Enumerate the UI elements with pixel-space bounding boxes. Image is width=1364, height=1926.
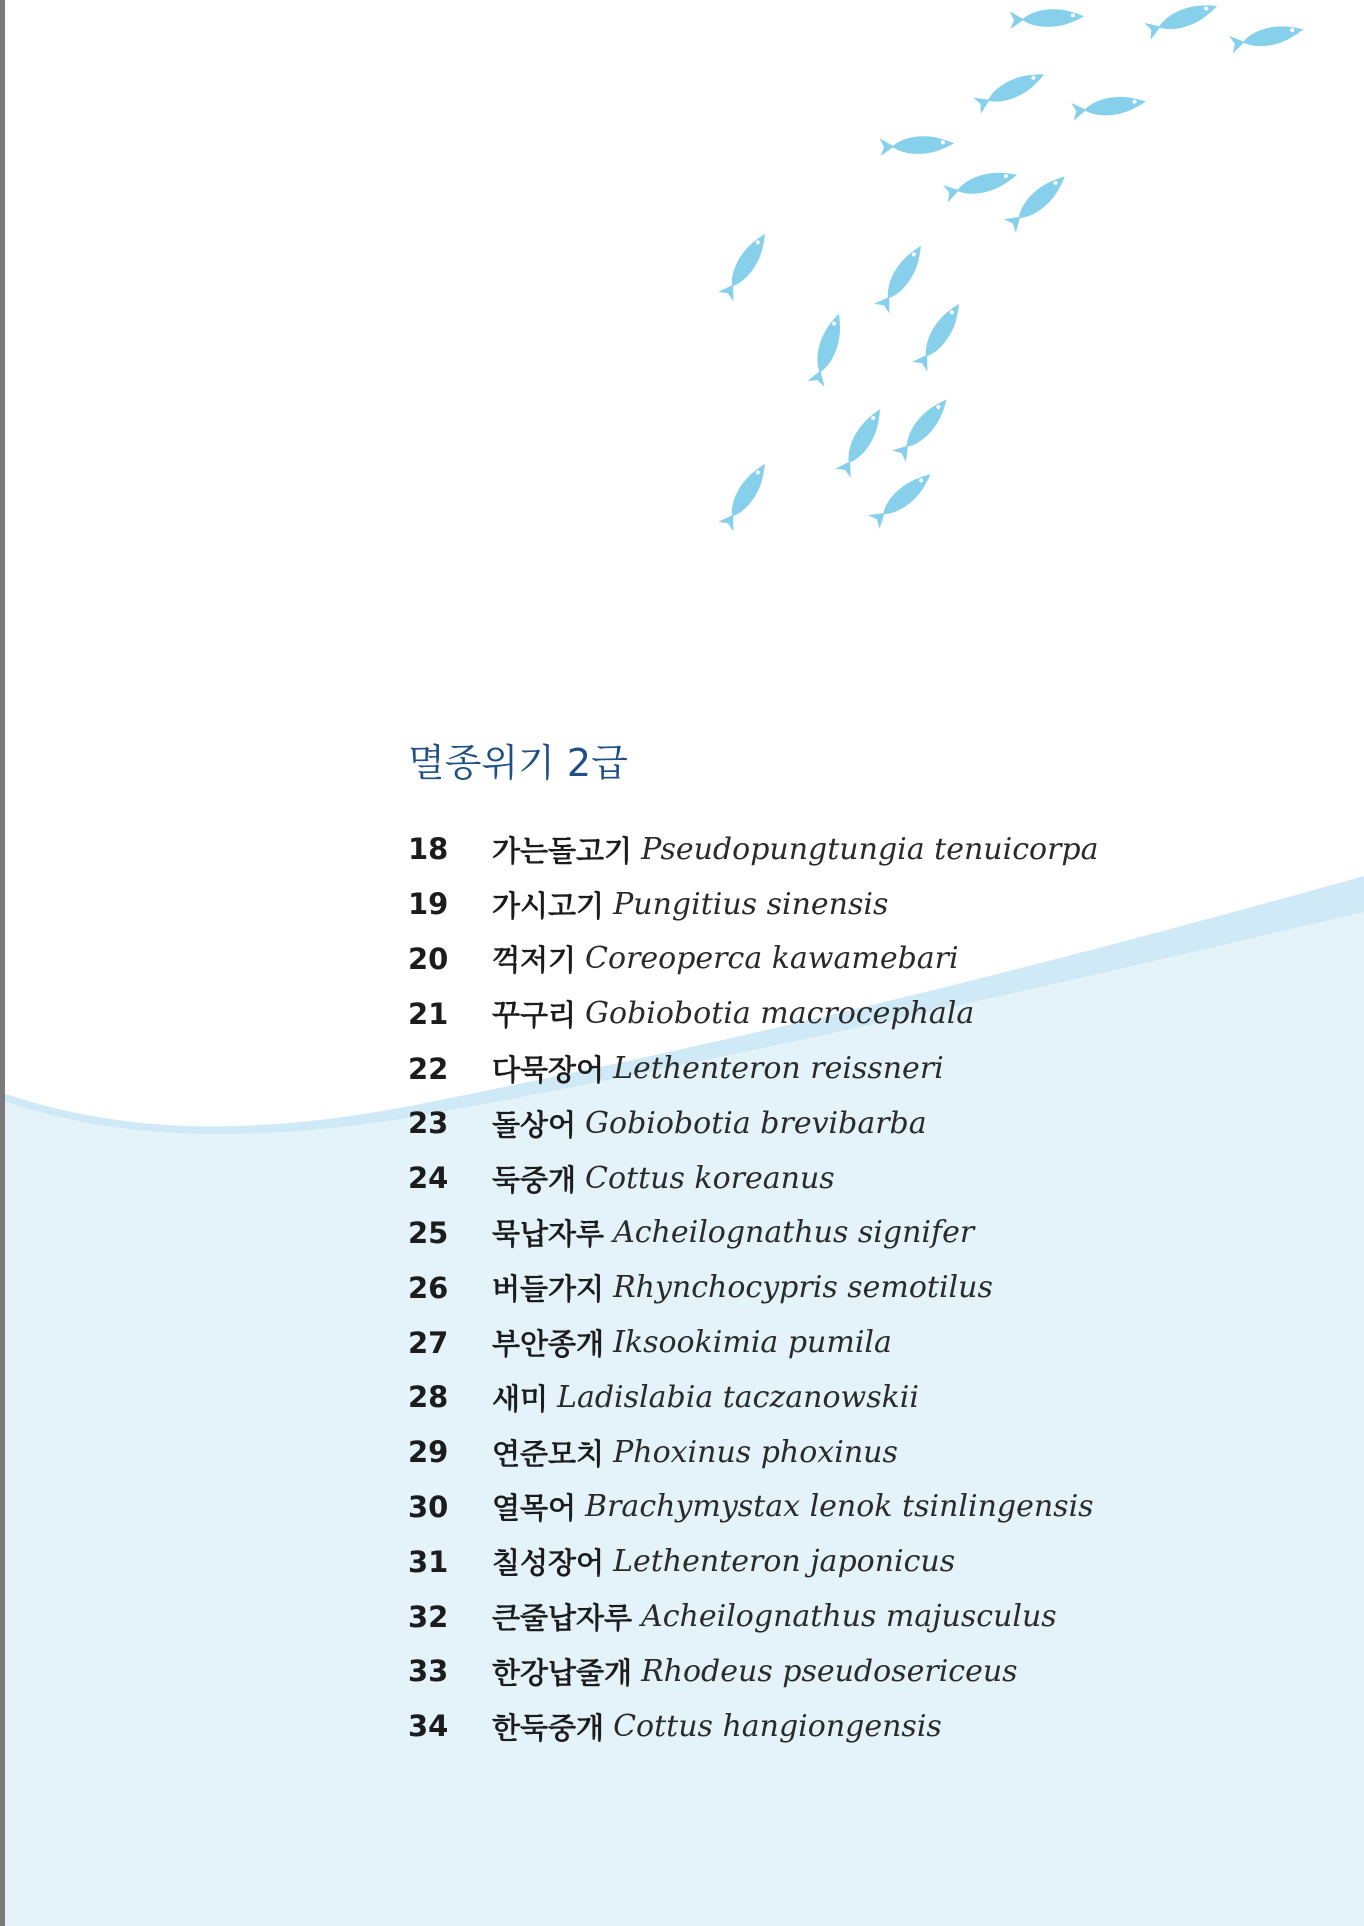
species-number: 20	[408, 941, 449, 976]
species-korean-name: 칠성장어	[492, 1546, 605, 1581]
species-scientific-name: Coreoperca kawamebari	[585, 941, 959, 977]
species-number: 18	[408, 832, 449, 867]
species-korean-name: 꾸구리	[492, 998, 577, 1033]
species-list	[408, 822, 1099, 1754]
species-korean-name: 가는돌고기	[492, 833, 633, 868]
species-korean-name: 돌상어	[492, 1107, 577, 1142]
fish-icon	[718, 459, 772, 531]
species-row	[408, 1096, 1099, 1151]
species-scientific-name: Lethenteron reissneri	[613, 1051, 944, 1087]
species-row	[408, 877, 1099, 932]
species-row	[408, 1480, 1099, 1535]
species-row	[408, 1206, 1099, 1261]
species-number: 33	[408, 1654, 449, 1689]
species-number: 19	[408, 887, 449, 922]
species-korean-name: 묵납자루	[492, 1217, 605, 1252]
species-number: 31	[408, 1544, 449, 1579]
species-row	[408, 1041, 1099, 1096]
fish-icon	[1010, 7, 1085, 29]
species-row	[408, 1260, 1099, 1315]
species-row	[408, 822, 1099, 877]
species-korean-name: 버들가지	[492, 1272, 605, 1307]
species-number: 27	[408, 1325, 449, 1360]
species-row	[408, 1425, 1099, 1480]
species-row	[408, 1644, 1099, 1699]
species-number: 23	[408, 1106, 449, 1141]
fish-icon	[892, 394, 953, 462]
species-row	[408, 1370, 1099, 1425]
species-row	[408, 986, 1099, 1041]
fish-icon	[1229, 21, 1305, 54]
species-scientific-name: Phoxinus phoxinus	[613, 1434, 898, 1470]
species-korean-name: 부안종개	[492, 1327, 605, 1362]
species-row	[408, 1589, 1099, 1644]
species-korean-name: 새미	[492, 1381, 549, 1416]
species-scientific-name: Pungitius sinensis	[613, 886, 889, 922]
species-row	[408, 932, 1099, 987]
section-title: 멸종위기 2급	[408, 741, 628, 785]
species-scientific-name: Rhodeus pseudosericeus	[641, 1653, 1018, 1689]
species-row	[408, 1151, 1099, 1206]
species-scientific-name: Iksookimia pumila	[613, 1325, 892, 1361]
species-number: 30	[408, 1489, 449, 1524]
species-scientific-name: Acheilognathus majusculus	[641, 1599, 1057, 1635]
fish-icon	[1004, 170, 1071, 233]
species-number: 21	[408, 996, 449, 1031]
species-korean-name: 열목어	[492, 1491, 577, 1526]
species-scientific-name: Gobiobotia brevibarba	[585, 1105, 927, 1141]
species-korean-name: 둑중개	[492, 1162, 577, 1197]
species-row	[408, 1699, 1099, 1754]
fish-icon	[874, 241, 928, 313]
fish-icon	[718, 229, 772, 301]
fish-icon	[880, 134, 955, 156]
species-row	[408, 1315, 1099, 1370]
species-number: 26	[408, 1270, 449, 1305]
species-korean-name: 큰줄납자루	[492, 1601, 633, 1636]
species-korean-name: 연준모치	[492, 1436, 605, 1471]
species-scientific-name: Acheilognathus signifer	[613, 1215, 975, 1251]
species-korean-name: 다묵장어	[492, 1053, 605, 1088]
species-scientific-name: Rhynchocypris semotilus	[613, 1270, 993, 1306]
species-number: 25	[408, 1215, 449, 1250]
species-scientific-name: Cottus hangiongensis	[613, 1708, 942, 1744]
fish-icon	[912, 299, 966, 371]
species-korean-name: 가시고기	[492, 888, 605, 923]
species-number: 34	[408, 1709, 449, 1744]
species-number: 28	[408, 1380, 449, 1415]
species-korean-name: 한둑중개	[492, 1710, 605, 1745]
species-number: 32	[408, 1599, 449, 1634]
fish-school-illustration	[0, 0, 1364, 620]
species-korean-name: 꺽저기	[492, 943, 577, 978]
fish-icon	[1071, 93, 1147, 121]
fish-icon	[973, 66, 1048, 114]
species-scientific-name: Cottus koreanus	[585, 1160, 835, 1196]
species-scientific-name: Brachymystax lenok tsinlingensis	[585, 1489, 1094, 1525]
species-number: 24	[408, 1161, 449, 1196]
species-number: 29	[408, 1435, 449, 1470]
species-scientific-name: Ladislabia taczanowskii	[557, 1379, 919, 1415]
fish-icon	[807, 311, 847, 387]
fish-icon	[1144, 0, 1220, 40]
fish-icon	[868, 468, 936, 529]
species-scientific-name: Gobiobotia macrocephala	[585, 996, 975, 1032]
species-korean-name: 한강납줄개	[492, 1655, 633, 1690]
fish-icon	[835, 405, 888, 478]
species-scientific-name: Pseudopungtungia tenuicorpa	[641, 831, 1099, 867]
species-scientific-name: Lethenteron japonicus	[613, 1544, 956, 1580]
species-number: 22	[408, 1051, 449, 1086]
species-row	[408, 1534, 1099, 1589]
fish-icon	[943, 166, 1019, 203]
